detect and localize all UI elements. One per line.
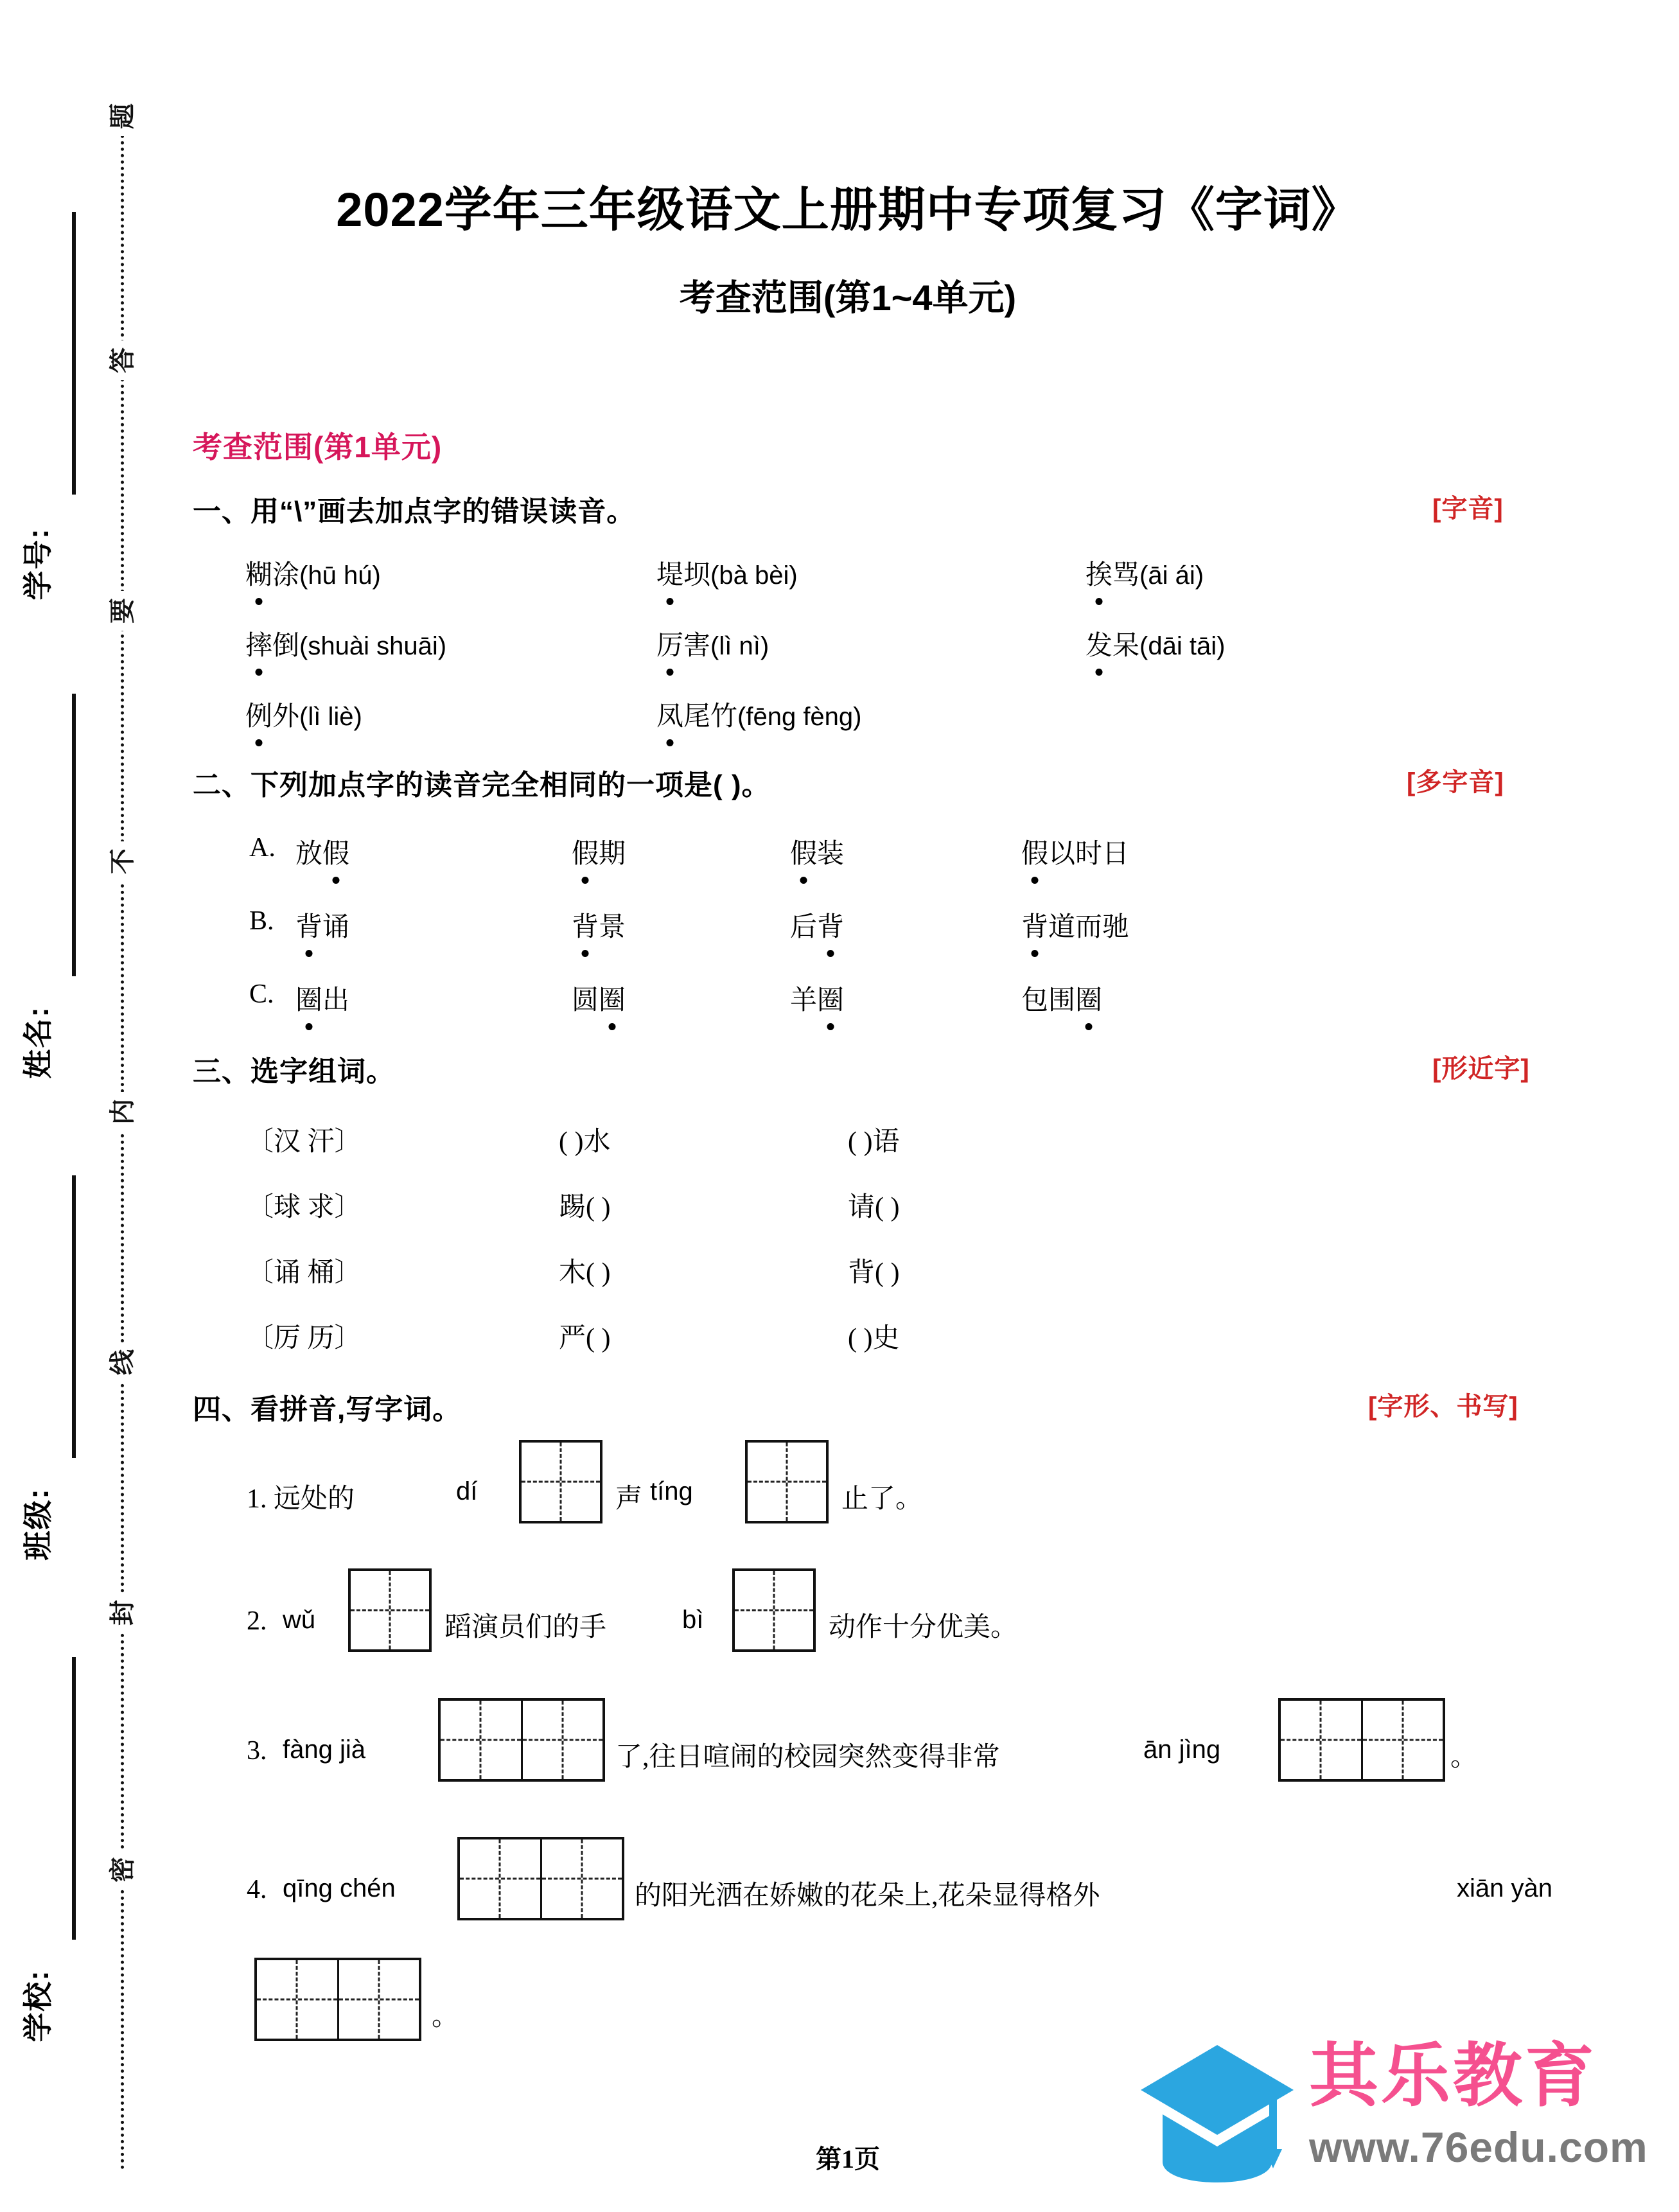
seal-char-1: 答 bbox=[103, 340, 143, 380]
q4-item-3-writing-box-a[interactable] bbox=[438, 1698, 605, 1782]
q2-post: 期 bbox=[599, 839, 626, 869]
q1-char: 害 bbox=[683, 631, 711, 661]
question-1-tag: [字音] bbox=[1432, 495, 1504, 523]
q4-item-3-text-b: 了,往日喧闹的校园突然变得非常 bbox=[615, 1742, 1000, 1772]
q3-bracket-2: 〔诵 桶〕 bbox=[247, 1258, 362, 1288]
q2-pre: 后 bbox=[790, 913, 818, 942]
q4-item-3-text-a: 3. bbox=[247, 1736, 267, 1766]
q2-option-B-item-0 bbox=[295, 906, 349, 944]
q3-bracket-1: 〔球 求〕 bbox=[247, 1193, 362, 1222]
q2-post: 道而驰 bbox=[1048, 913, 1130, 942]
q2-option-A-item-2 bbox=[790, 832, 844, 871]
q1-pinyin: (lì liè) bbox=[299, 703, 362, 731]
q4-item-2-writing-box-a[interactable] bbox=[348, 1568, 432, 1652]
q4-item-4-text-c: 。 bbox=[432, 2002, 459, 2032]
question-4-tag: [字形、书写] bbox=[1368, 1392, 1518, 1421]
writing-cell[interactable] bbox=[542, 1839, 622, 1918]
question-3-heading: 三、选字组词。 bbox=[193, 1056, 395, 1087]
q1-dotted-char: 堤 bbox=[656, 554, 683, 592]
question-3-tag: [形近字] bbox=[1432, 1055, 1530, 1083]
seal-char-5: 线 bbox=[103, 1342, 143, 1382]
q2-post: 出 bbox=[322, 986, 350, 1015]
q1-dotted-char: 糊 bbox=[245, 554, 272, 592]
q1-pinyin: (shuài shuāi) bbox=[299, 632, 447, 660]
q4-item-1-text-c: 止了。 bbox=[841, 1484, 923, 1514]
q4-item-3-text-c: 。 bbox=[1450, 1742, 1478, 1772]
q1-dotted-char: 例 bbox=[245, 695, 272, 733]
q2-option-C-letter: C. bbox=[249, 979, 274, 1009]
id-rule-3 bbox=[72, 1657, 76, 1940]
writing-cell[interactable] bbox=[523, 1701, 603, 1779]
q1-dotted-char: 凤 bbox=[656, 695, 683, 733]
q3-blank-3b[interactable]: ( )史 bbox=[848, 1324, 900, 1353]
q2-option-A-item-3 bbox=[1021, 832, 1129, 871]
q1-pinyin: (fēng fèng) bbox=[737, 703, 862, 731]
q4-item-4-pinyin-a: qīng chén bbox=[283, 1874, 396, 1902]
q3-blank-0b[interactable]: ( )语 bbox=[848, 1127, 900, 1157]
q3-blank-2b[interactable]: 背( ) bbox=[848, 1258, 900, 1288]
q1-char: 外 bbox=[272, 702, 300, 732]
q2-dotted-char: 背 bbox=[572, 906, 599, 944]
seal-char-4: 内 bbox=[103, 1092, 143, 1132]
q2-option-B-item-1 bbox=[572, 906, 626, 944]
question-1-heading: 一、用“\”画去加点字的错误读音。 bbox=[193, 496, 636, 527]
q2-dotted-char: 假 bbox=[1021, 832, 1048, 871]
q1-item-1-1 bbox=[656, 624, 769, 663]
q1-item-0-0 bbox=[245, 554, 381, 592]
q1-pinyin: (bà bèi) bbox=[710, 561, 798, 590]
seal-char-6: 封 bbox=[103, 1593, 143, 1633]
q2-dotted-char: 背 bbox=[295, 906, 322, 944]
q4-item-2-text-c: 动作十分优美。 bbox=[829, 1613, 1018, 1642]
q4-item-3-writing-box-b[interactable] bbox=[1278, 1698, 1445, 1782]
q2-option-A-item-0 bbox=[295, 832, 349, 871]
q4-item-4-text-a: 4. bbox=[247, 1875, 267, 1904]
q1-char: 倒 bbox=[272, 631, 300, 661]
q3-blank-1a[interactable]: 踢( ) bbox=[559, 1193, 611, 1222]
writing-cell[interactable] bbox=[1281, 1701, 1363, 1779]
writing-cell[interactable] bbox=[460, 1839, 542, 1918]
q1-item-2-1 bbox=[656, 695, 862, 733]
logo-url-text: www.76edu.com bbox=[1309, 2123, 1648, 2171]
q2-option-C-item-0 bbox=[295, 979, 349, 1017]
q2-dotted-char: 圈 bbox=[1075, 979, 1102, 1017]
writing-cell[interactable] bbox=[522, 1443, 600, 1521]
page-subtitle: 考查范围(第1~4单元) bbox=[679, 277, 1017, 318]
q4-item-2-writing-box-b[interactable] bbox=[732, 1568, 816, 1652]
q2-dotted-char: 假 bbox=[572, 832, 599, 871]
q2-dotted-char: 假 bbox=[790, 832, 817, 871]
q4-item-4-text-b: 的阳光洒在娇嫩的花朵上,花朵显得格外 bbox=[635, 1881, 1100, 1911]
question-2-tag: [多字音] bbox=[1407, 768, 1504, 796]
q2-option-B-letter: B. bbox=[249, 906, 274, 936]
seal-char-2: 要 bbox=[103, 591, 143, 631]
q1-char: 骂 bbox=[1112, 561, 1140, 590]
q1-char: 涂 bbox=[272, 561, 300, 590]
question-2-heading: 二、下列加点字的读音完全相同的一项是( )。 bbox=[193, 769, 771, 801]
q1-dotted-char: 厉 bbox=[656, 624, 683, 663]
q4-item-4-writing-box-a[interactable] bbox=[457, 1837, 624, 1920]
q4-item-3-pinyin-a: fàng jià bbox=[283, 1735, 365, 1764]
id-rule-0 bbox=[72, 212, 76, 495]
writing-cell[interactable] bbox=[748, 1443, 826, 1521]
unit-heading: 考查范围(第1单元) bbox=[193, 430, 443, 464]
id-label-student-number: 学号: bbox=[21, 527, 55, 601]
q1-dotted-char: 发 bbox=[1086, 624, 1112, 663]
q1-dotted-char: 挨 bbox=[1086, 554, 1112, 592]
q2-dotted-char: 背 bbox=[1021, 906, 1048, 944]
q2-pre: 羊 bbox=[790, 986, 818, 1015]
q3-blank-0a[interactable]: ( )水 bbox=[559, 1127, 611, 1157]
q2-dotted-char: 背 bbox=[817, 906, 844, 944]
q1-dotted-char: 摔 bbox=[245, 624, 272, 663]
q4-item-2-pinyin-b: bì bbox=[682, 1606, 704, 1634]
q1-pinyin: (dāi tāi) bbox=[1139, 632, 1226, 660]
q1-pinyin: (āi ái) bbox=[1139, 561, 1204, 590]
id-label-school: 学校: bbox=[21, 1969, 55, 2042]
q4-item-2-text-a: 2. bbox=[247, 1606, 267, 1636]
q4-item-4-pinyin-b: xiān yàn bbox=[1457, 1874, 1552, 1902]
writing-cell[interactable] bbox=[1363, 1701, 1443, 1779]
page-title: 2022学年三年级语文上册期中专项复习《字词》 bbox=[336, 183, 1360, 236]
q4-item-2-text-b: 蹈演员们的手 bbox=[444, 1613, 607, 1642]
page-number: 第1页 bbox=[816, 2145, 880, 2173]
q2-option-B-item-3 bbox=[1021, 906, 1129, 944]
q2-dotted-char: 圈 bbox=[817, 979, 844, 1017]
q3-bracket-3: 〔厉 历〕 bbox=[247, 1324, 362, 1353]
q1-pinyin: (hū hú) bbox=[299, 561, 381, 590]
q2-dotted-char: 假 bbox=[322, 832, 349, 871]
id-label-name: 姓名: bbox=[21, 1006, 55, 1079]
q1-item-1-0 bbox=[245, 624, 446, 663]
q1-item-0-1 bbox=[656, 554, 798, 592]
seal-char-0: 题 bbox=[103, 96, 143, 136]
q1-item-2-0 bbox=[245, 695, 362, 733]
q4-item-1-text-b: 声 bbox=[615, 1484, 643, 1514]
left-margin bbox=[0, 0, 193, 2212]
q1-char: 尾竹 bbox=[683, 702, 738, 732]
q2-option-A-item-1 bbox=[572, 832, 626, 871]
writing-cell[interactable] bbox=[351, 1571, 429, 1649]
q2-option-A-letter: A. bbox=[249, 833, 276, 863]
q3-bracket-0: 〔汉 汗〕 bbox=[247, 1127, 362, 1157]
q4-item-1-pinyin-a: dí bbox=[456, 1477, 478, 1505]
worksheet-body bbox=[193, 0, 1679, 2212]
q2-dotted-char: 圈 bbox=[295, 979, 322, 1017]
q1-char: 呆 bbox=[1112, 631, 1140, 661]
logo-brand-text: 其乐教育 bbox=[1309, 2037, 1597, 2114]
q2-option-C-item-3 bbox=[1021, 979, 1102, 1017]
q1-item-1-2 bbox=[1086, 624, 1225, 663]
question-4-heading: 四、看拼音,写字词。 bbox=[193, 1394, 462, 1425]
q2-option-B-item-2 bbox=[790, 906, 844, 944]
q4-item-1-writing-box-b[interactable] bbox=[745, 1440, 829, 1523]
q1-pinyin: (lì nì) bbox=[710, 632, 769, 660]
q4-item-3-pinyin-b: ān jìng bbox=[1143, 1735, 1221, 1764]
q2-post: 装 bbox=[817, 839, 845, 869]
writing-cell[interactable] bbox=[257, 1960, 339, 2039]
seal-char-7: 密 bbox=[103, 1850, 143, 1890]
q2-post: 以时日 bbox=[1048, 839, 1130, 869]
q4-item-1-pinyin-b: tíng bbox=[650, 1477, 693, 1505]
q2-post: 诵 bbox=[322, 913, 350, 942]
q3-blank-1b[interactable]: 请( ) bbox=[848, 1193, 900, 1222]
q2-pre: 放 bbox=[295, 839, 323, 869]
id-rule-2 bbox=[72, 1175, 76, 1458]
q4-item-1-writing-box-a[interactable] bbox=[519, 1440, 602, 1523]
id-rule-1 bbox=[72, 694, 76, 976]
seal-char-3: 不 bbox=[103, 841, 143, 881]
q4-item-4-writing-box-b[interactable] bbox=[254, 1958, 421, 2041]
q3-blank-2a[interactable]: 木( ) bbox=[559, 1258, 611, 1288]
q4-item-1-text-a: 1. 远处的 bbox=[247, 1484, 355, 1514]
q2-option-C-item-1 bbox=[572, 979, 626, 1017]
q1-item-0-2 bbox=[1086, 554, 1204, 592]
q2-pre: 圆 bbox=[572, 986, 599, 1015]
q4-item-2-pinyin-a: wǔ bbox=[283, 1606, 316, 1634]
writing-cell[interactable] bbox=[339, 1960, 419, 2039]
q2-dotted-char: 圈 bbox=[599, 979, 626, 1017]
id-label-class: 班级: bbox=[21, 1488, 55, 1561]
q2-option-C-item-2 bbox=[790, 979, 844, 1017]
writing-cell[interactable] bbox=[441, 1701, 523, 1779]
q3-blank-3a[interactable]: 严( ) bbox=[559, 1324, 611, 1353]
q2-post: 景 bbox=[599, 913, 626, 942]
writing-cell[interactable] bbox=[735, 1571, 813, 1649]
q1-char: 坝 bbox=[683, 561, 711, 590]
q2-pre: 包围 bbox=[1021, 986, 1076, 1015]
